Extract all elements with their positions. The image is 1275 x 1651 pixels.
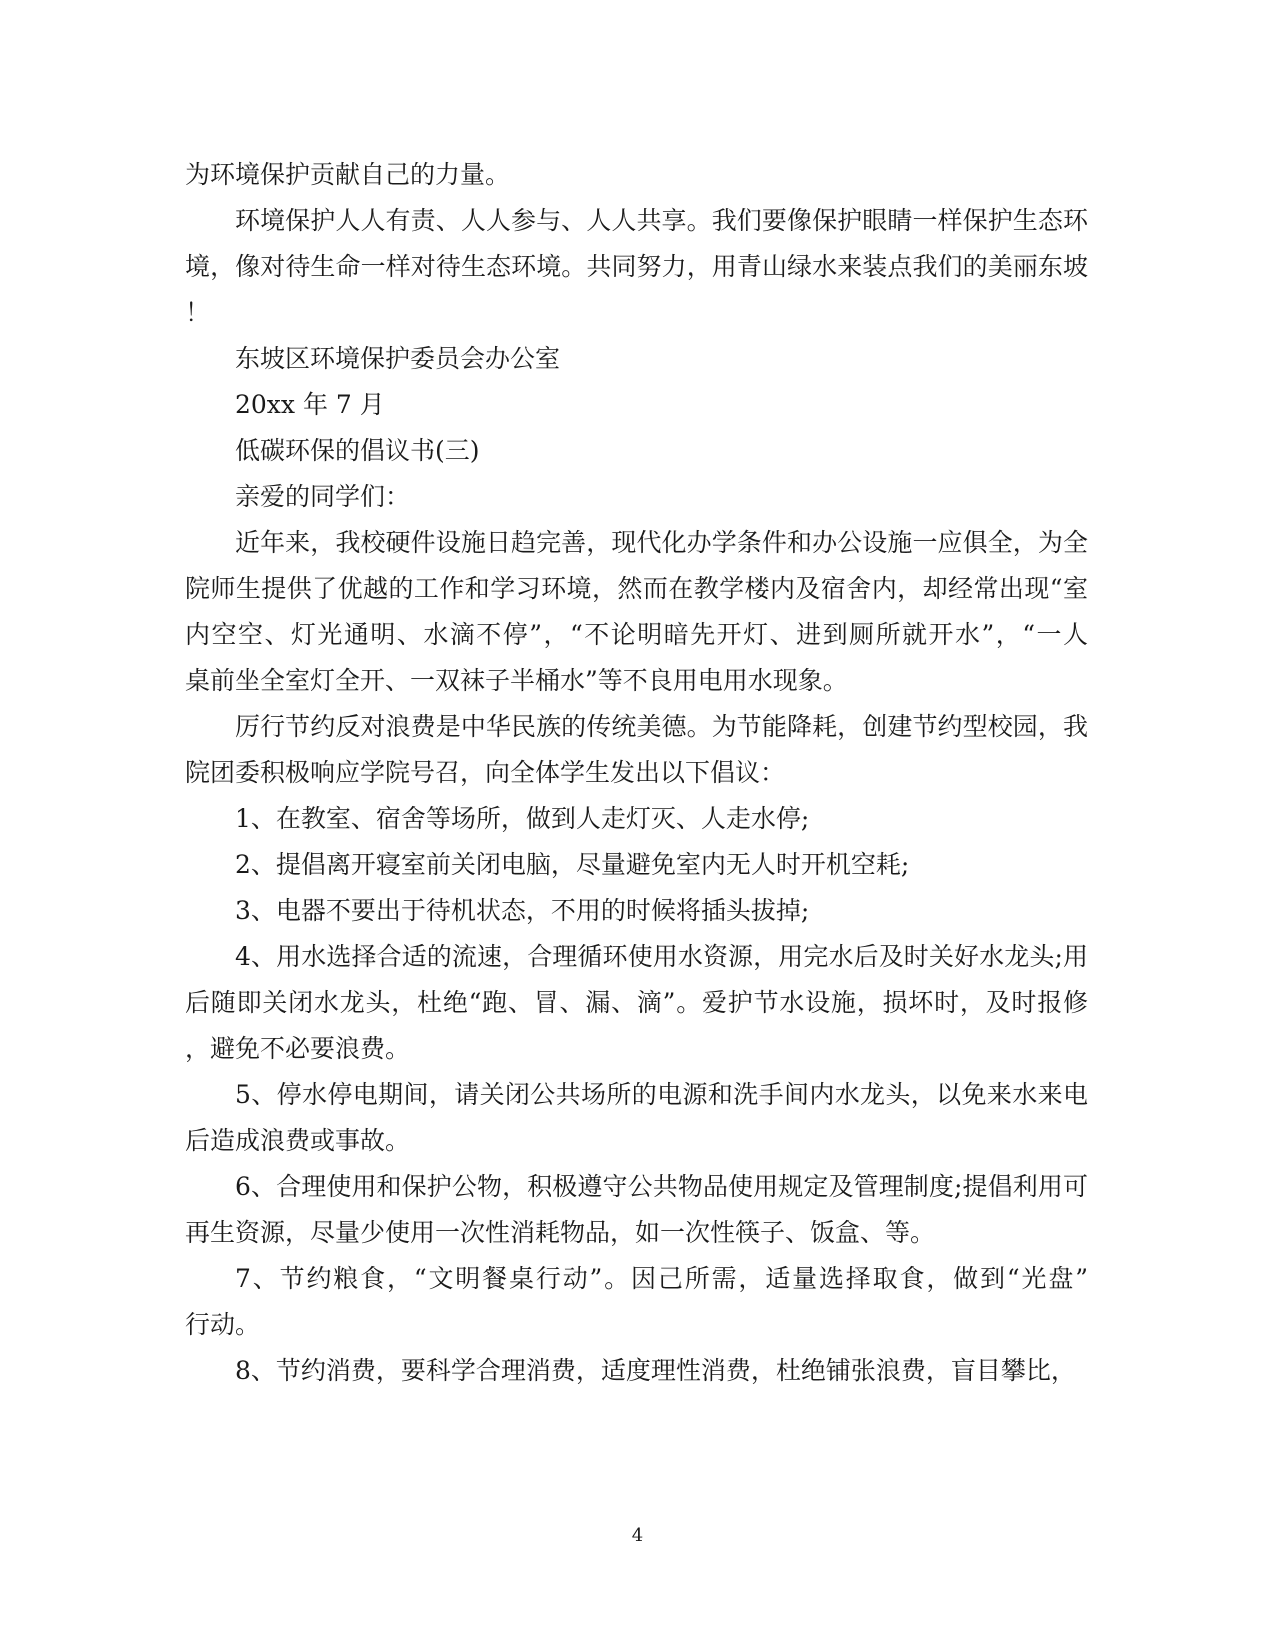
list-item: 5、停水停电期间，请关闭公共场所的电源和洗手间内水龙头，以免来水来电 <box>235 1080 1088 1109</box>
list-item: 1、在教室、宿舍等场所，做到人走灯灭、人走水停; <box>235 804 810 833</box>
text-line: 东坡区环境保护委员会办公室 <box>235 344 561 373</box>
section-title: 低碳环保的倡议书(三) <box>235 436 480 465</box>
text-line: 院师生提供了优越的工作和学习环境，然而在教学楼内及宿舍内，却经常出现“室 <box>185 574 1088 603</box>
list-item: 7、节约粮食，“文明餐桌行动”。因己所需，适量选择取食，做到“光盘” <box>235 1264 1088 1293</box>
text-line: 境，像对待生命一样对待生态环境。共同努力，用青山绿水来装点我们的美丽东坡 <box>185 252 1088 281</box>
salutation: 亲爱的同学们： <box>235 482 411 511</box>
list-item: 8、节约消费，要科学合理消费，适度理性消费，杜绝铺张浪费，盲目攀比， <box>235 1356 1076 1385</box>
list-item: 2、提倡离开寝室前关闭电脑，尽量避免室内无人时开机空耗; <box>235 850 910 879</box>
text-line: 为环境保护贡献自己的力量。 <box>185 160 511 189</box>
text-line: 再生资源，尽量少使用一次性消耗物品，如一次性筷子、饭盒、等。 <box>185 1218 936 1247</box>
text-line: 近年来，我校硬件设施日趋完善，现代化办学条件和办公设施一应俱全，为全 <box>235 528 1088 557</box>
text-line: 行动。 <box>185 1310 261 1339</box>
text-line: 厉行节约反对浪费是中华民族的传统美德。为节能降耗，创建节约型校园，我 <box>235 712 1088 741</box>
text-line: 环境保护人人有责、人人参与、人人共享。我们要像保护眼睛一样保护生态环 <box>235 206 1088 235</box>
text-line: 院团委积极响应学院号召，向全体学生发出以下倡议： <box>185 758 786 787</box>
text-line: 后造成浪费或事故。 <box>185 1126 411 1155</box>
list-item: 3、电器不要出于待机状态，不用的时候将插头拔掉; <box>235 896 810 925</box>
text-line: ，避免不必要浪费。 <box>185 1034 411 1063</box>
text-line: 桌前坐全室灯全开、一双袜子半桶水”等不良用电用水现象。 <box>185 666 848 695</box>
text-line: 20xx 年 7 月 <box>235 390 385 419</box>
text-line: ！ <box>185 298 211 327</box>
list-item: 4、用水选择合适的流速，合理循环使用水资源，用完水后及时关好水龙头;用 <box>235 942 1088 971</box>
text-line: 内空空、灯光通明、水滴不停”，“不论明暗先开灯、进到厕所就开水”，“一人 <box>185 620 1088 649</box>
text-line: 后随即关闭水龙头，杜绝“跑、冒、漏、滴”。爱护节水设施，损坏时，及时报修 <box>185 988 1088 1017</box>
page-number: 4 <box>631 1525 644 1546</box>
list-item: 6、合理使用和保护公物，积极遵守公共物品使用规定及管理制度;提倡利用可 <box>235 1172 1088 1201</box>
